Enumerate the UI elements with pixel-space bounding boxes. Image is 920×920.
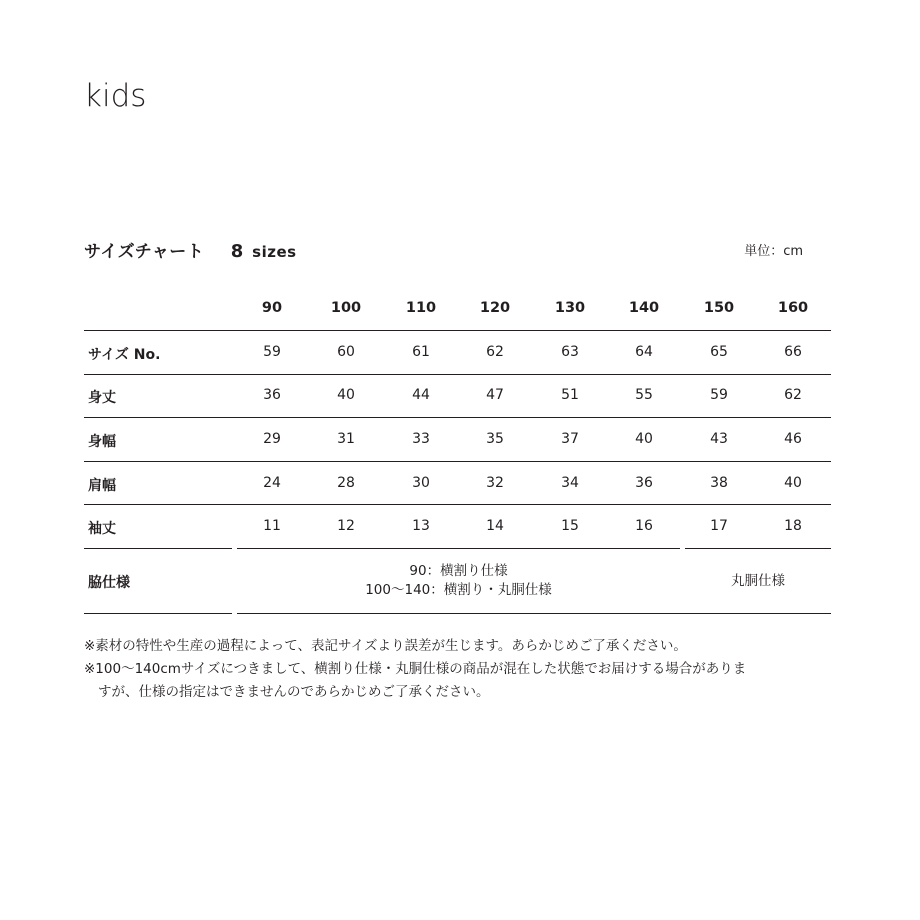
spec-group-main-line1: 90：横割り仕様 bbox=[409, 563, 508, 579]
row-label: サイズ No. bbox=[88, 347, 161, 363]
spec-group-main bbox=[237, 562, 680, 600]
row-divider bbox=[84, 504, 831, 505]
table-cell: 29 bbox=[263, 431, 281, 447]
table-cell: 60 bbox=[337, 344, 355, 360]
table-cell: 64 bbox=[635, 344, 653, 360]
spec-divider-top bbox=[84, 548, 232, 549]
note-2-line2: すが、仕様の指定はできませんのであらかじめご了承ください。 bbox=[98, 684, 490, 700]
spec-group-large: 丸胴仕様 bbox=[731, 573, 785, 589]
spec-divider-bottom bbox=[237, 613, 831, 614]
table-cell: 47 bbox=[486, 387, 504, 403]
column-header: 110 bbox=[405, 300, 437, 316]
table-cell: 62 bbox=[784, 387, 802, 403]
table-cell: 34 bbox=[561, 475, 579, 491]
row-divider bbox=[84, 461, 831, 462]
table-cell: 61 bbox=[412, 344, 430, 360]
column-header: 160 bbox=[777, 300, 809, 316]
table-cell: 40 bbox=[784, 475, 802, 491]
column-header: 130 bbox=[554, 300, 586, 316]
table-cell: 31 bbox=[337, 431, 355, 447]
spec-group-main-line2: 100〜140：横割り・丸胴仕様 bbox=[365, 582, 552, 598]
table-cell: 65 bbox=[710, 344, 728, 360]
table-cell: 30 bbox=[412, 475, 430, 491]
table-cell: 40 bbox=[635, 431, 653, 447]
table-cell: 55 bbox=[635, 387, 653, 403]
table-cell: 14 bbox=[486, 518, 504, 534]
table-cell: 46 bbox=[784, 431, 802, 447]
table-cell: 18 bbox=[784, 518, 802, 534]
column-header: 150 bbox=[703, 300, 735, 316]
row-divider bbox=[84, 417, 831, 418]
table-cell: 44 bbox=[412, 387, 430, 403]
table-cell: 16 bbox=[635, 518, 653, 534]
table-cell: 28 bbox=[337, 475, 355, 491]
table-cell: 40 bbox=[337, 387, 355, 403]
table-cell: 32 bbox=[486, 475, 504, 491]
table-cell: 62 bbox=[486, 344, 504, 360]
table-cell: 36 bbox=[635, 475, 653, 491]
table-cell: 33 bbox=[412, 431, 430, 447]
size-count-number: 8 bbox=[230, 241, 244, 262]
table-cell: 66 bbox=[784, 344, 802, 360]
table-cell: 17 bbox=[710, 518, 728, 534]
row-label: 袖丈 bbox=[88, 521, 116, 537]
note-1: ※素材の特性や生産の過程によって、表記サイズより誤差が生じます。あらかじめご了承ください。 bbox=[84, 638, 687, 654]
table-cell: 24 bbox=[263, 475, 281, 491]
row-label: 身丈 bbox=[88, 390, 116, 406]
table-cell: 59 bbox=[263, 344, 281, 360]
table-cell: 11 bbox=[263, 518, 281, 534]
chart-title-text: サイズチャート bbox=[84, 242, 205, 262]
table-cell: 63 bbox=[561, 344, 579, 360]
column-header: 90 bbox=[261, 300, 283, 316]
size-count-unit: sizes bbox=[252, 243, 297, 261]
spec-divider-top bbox=[237, 548, 680, 549]
table-cell: 13 bbox=[412, 518, 430, 534]
table-cell: 35 bbox=[486, 431, 504, 447]
table-cell: 59 bbox=[710, 387, 728, 403]
row-label: 肩幅 bbox=[88, 478, 116, 494]
table-cell: 51 bbox=[561, 387, 579, 403]
column-header: 140 bbox=[628, 300, 660, 316]
page-heading: kids bbox=[84, 78, 147, 114]
row-divider bbox=[84, 374, 831, 375]
unit-label: 単位：cm bbox=[744, 244, 803, 259]
note-2-line1: ※100〜140cmサイズにつきまして、横割り仕様・丸胴仕様の商品が混在した状態でお届けする場合がありま bbox=[84, 661, 747, 677]
spec-divider-top bbox=[685, 548, 831, 549]
row-label: 身幅 bbox=[88, 434, 116, 450]
table-cell: 15 bbox=[561, 518, 579, 534]
column-header: 100 bbox=[330, 300, 362, 316]
header-divider bbox=[84, 330, 831, 331]
spec-divider-bottom bbox=[84, 613, 232, 614]
column-header: 120 bbox=[479, 300, 511, 316]
spec-label: 脇仕様 bbox=[88, 575, 130, 591]
table-cell: 12 bbox=[337, 518, 355, 534]
table-cell: 43 bbox=[710, 431, 728, 447]
table-cell: 38 bbox=[710, 475, 728, 491]
notes bbox=[84, 635, 844, 704]
table-cell: 37 bbox=[561, 431, 579, 447]
table-cell: 36 bbox=[263, 387, 281, 403]
